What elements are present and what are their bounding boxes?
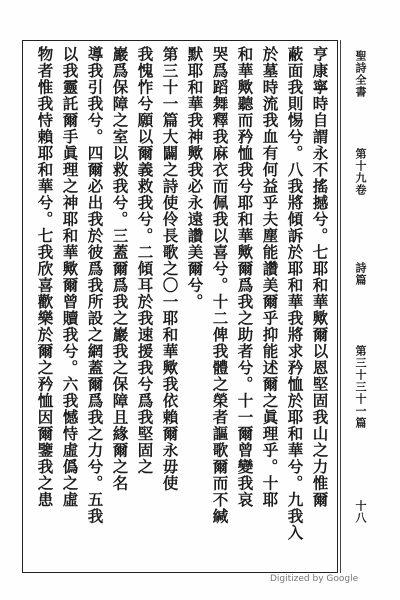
page-number: 十八 bbox=[354, 500, 367, 524]
text-column-7: 第三十一篇大闢之詩使伶長歌之〇一耶和華歟我依賴爾永毋使 bbox=[160, 46, 180, 492]
header-divider bbox=[340, 40, 341, 573]
text-column-6: 默耶和華我神歟我必永遠讚美爾兮。 bbox=[185, 46, 205, 310]
text-column-2: 蔽面我則惕兮。八我將傾訴於耶和華我將求矜恤於耶和華兮。九我入 bbox=[285, 46, 305, 541]
digitization-watermark: Digitized by Google bbox=[270, 574, 359, 584]
text-column-1: 亨康寧時自謂永不搖撼兮。七耶和華歟爾以恩堅固我山之力惟爾 bbox=[310, 46, 330, 508]
text-column-9: 巖爲保障之室以救我兮。三蓋爾爲我之巖我之保障且緣爾之名 bbox=[110, 46, 130, 492]
text-column-11: 以我靈託爾手眞理之神耶和華歟爾曾贖我兮。六我憾恃虛僞之虛 bbox=[60, 46, 80, 508]
text-column-5: 哭爲蹈舞釋我麻衣而佩我以喜兮。十二俾我體之榮者謳歌爾而不緘 bbox=[210, 46, 230, 525]
book-title: 聖詩全書 bbox=[354, 50, 367, 98]
section-label: 詩篇 bbox=[354, 262, 367, 286]
text-column-8: 我愧怍兮願以爾義救我兮。二傾耳於我速援我兮爲我堅固之 bbox=[135, 46, 155, 475]
chapter-label: 第三十三十一篇 bbox=[354, 345, 367, 429]
text-column-3: 於墓時流我血有何益乎夫塵能讚美爾乎抑能述爾之眞理乎。十耶 bbox=[260, 46, 280, 508]
text-column-12: 物者惟我恃賴耶和華兮。七我欣喜歡樂於爾之矜恤因爾鑒我之患 bbox=[35, 46, 55, 508]
text-column-10: 導我引我兮。四爾必出我於彼爲我所設之網蓋爾爲我之力兮。五我 bbox=[85, 46, 105, 525]
text-column-4: 和華歟聽而矜恤我兮耶和華歟爾爲我之助者兮。十一爾曾變我哀 bbox=[235, 46, 255, 508]
volume-label: 第十九卷 bbox=[354, 148, 367, 196]
